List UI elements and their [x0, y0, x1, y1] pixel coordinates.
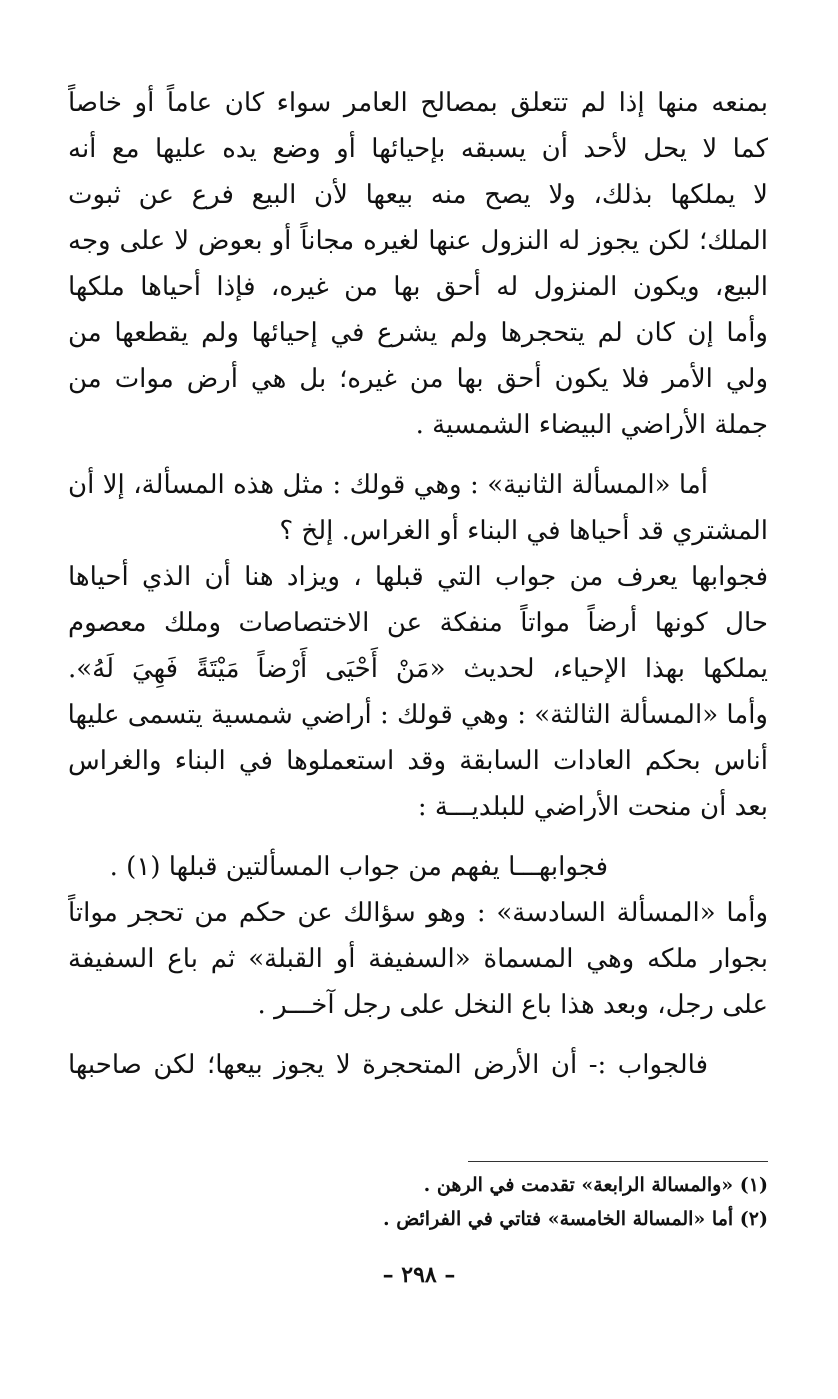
- footnotes: [68, 1168, 768, 1236]
- text-line: على رجل، وبعد هذا باع النخل على رجل آخـــر .: [257, 990, 768, 1020]
- text-line: فجوابهـــا يفهم من جواب المسألتين قبلها (١) .: [109, 852, 608, 882]
- footnote-item: (١) «والمسالة الرابعة» تقدمت في الرهن .: [423, 1174, 768, 1196]
- text-line: يملكها بهذا الإحياء، لحديث «مَنْ أَحْيَى أَرْضاً مَيْتَةً فَهِيَ لَهُ».: [68, 654, 768, 684]
- text-line: فالجواب :- أن الأرض المتحجرة لا يجوز بيعها؛ لكن صاحبها: [68, 1050, 708, 1080]
- text-line: وأما «المسألة السادسة» : وهو سؤالك عن حكم من تحجر مواتاً: [68, 898, 768, 928]
- text-line: كما لا يحل لأحد أن يسبقه بإحيائها أو وضع يده عليها مع أنه: [68, 134, 768, 164]
- text-line: حال كونها أرضاً مواتاً منفكة عن الاختصاصات وملك معصوم: [68, 608, 768, 638]
- text-line: وأما «المسألة الثالثة» : وهي قولك : أراضي شمسية يتسمى عليها: [68, 700, 768, 730]
- text-line: بمنعه منها إذا لم تتعلق بمصالح العامر سواء كان عاماً أو خاصاً: [68, 88, 768, 118]
- page-number: – ٢٩٨ –: [382, 1262, 456, 1288]
- text-line: الملك؛ لكن يجوز له النزول عنها لغيره مجاناً أو بعوض لا على وجه: [68, 226, 768, 256]
- text-line: جملة الأراضي البيضاء الشمسية .: [415, 410, 768, 440]
- text-line: وأما إن كان لم يتحجرها ولم يشرع في إحيائها ولم يقطعها من: [68, 318, 768, 348]
- text-line: بعد أن منحت الأراضي للبلديـــة :: [417, 792, 768, 822]
- text-line: لا يملكها بذلك، ولا يصح منه بيعها لأن البيع فرع عن ثبوت: [68, 180, 768, 210]
- text-line: أناس بحكم العادات السابقة وقد استعملوها في البناء والغراس: [68, 746, 768, 776]
- text-line: المشتري قد أحياها في البناء أو الغراس. إلخ ؟: [279, 516, 768, 546]
- text-line: أما «المسألة الثانية» : وهي قولك : مثل هذه المسألة، إلا أن: [68, 470, 708, 500]
- footnote-item: (٢) أما «المسالة الخامسة» فتاتي في الفرائض .: [383, 1208, 768, 1230]
- text-line: بجوار ملكه وهي المسماة «السفيفة أو القبلة» ثم باع السفيفة: [68, 944, 768, 974]
- text-line: ولي الأمر فلا يكون أحق بها من غيره؛ بل هي أرض موات من: [68, 364, 768, 394]
- footnote-divider: [468, 1161, 768, 1162]
- text-line: البيع، ويكون المنزول له أحق بها من غيره، فإذا أحياها ملكها: [68, 272, 768, 302]
- body-text: [68, 80, 768, 1088]
- text-line: فجوابها يعرف من جواب التي قبلها ، ويزاد هنا أن الذي أحياها: [68, 562, 768, 592]
